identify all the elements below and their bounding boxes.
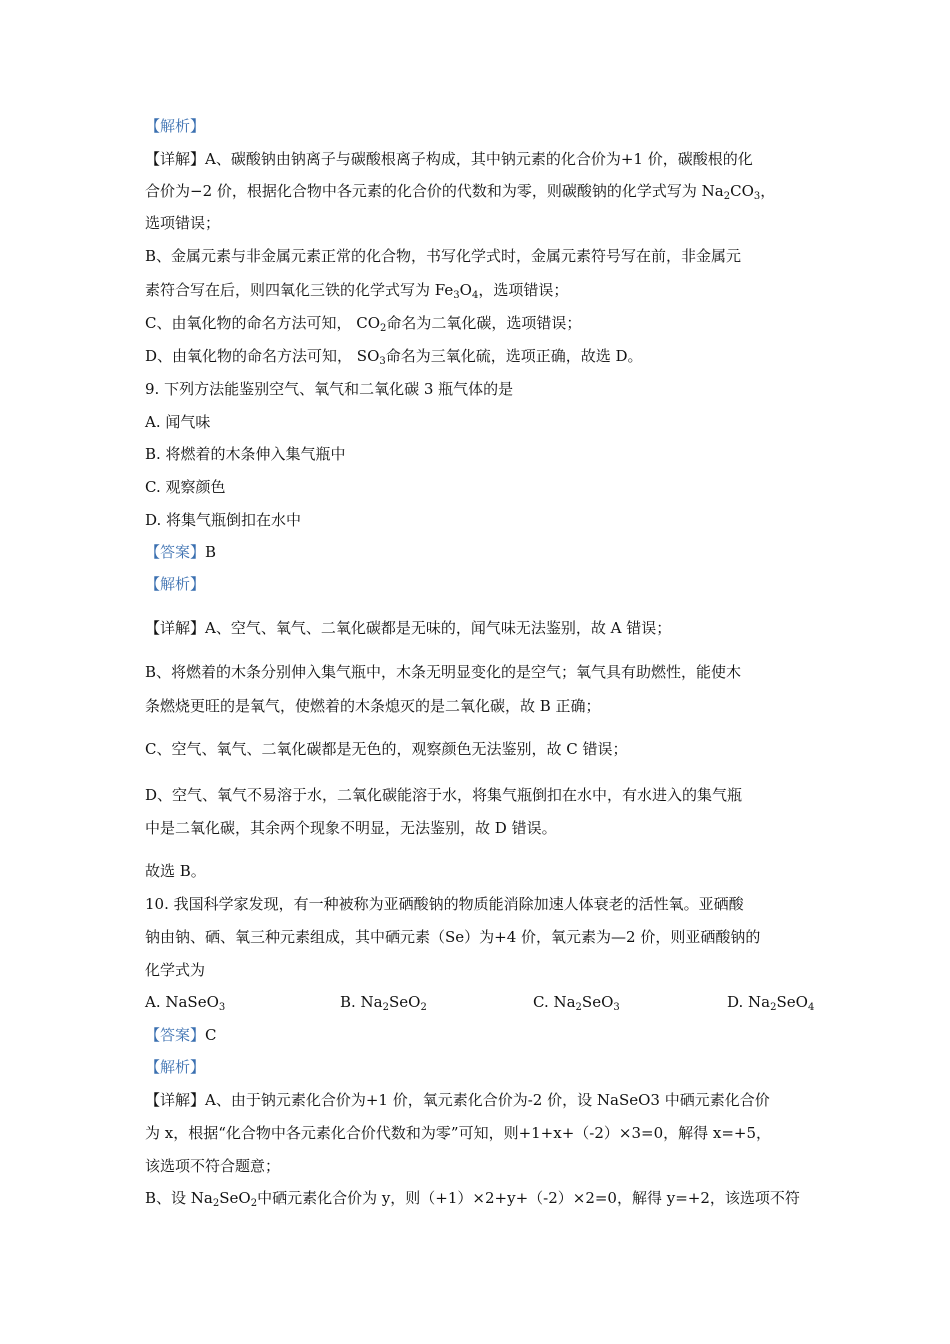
q10-option-a: A. NaSeO$_3$ xyxy=(145,993,226,1013)
q9-detail-line-4: C、空气、氧气、二氧化碳都是无色的，观察颜色无法鉴别，故 C 错误； xyxy=(145,740,628,758)
q9-option-a: A. 闻气味 xyxy=(145,413,211,431)
q10-option-c: C. $Na_2SeO_3$ xyxy=(533,993,620,1013)
q9-stem: 9. 下列方法能鉴别空气、氧气和二氧化碳 3 瓶气体的是 xyxy=(145,380,514,398)
q8-detail-line-5: 素符合写在后，则四氧化三铁的化学式写为 $Fe_3O_4$，选项错误； xyxy=(145,281,569,301)
q9-detail-line-3: 条燃烧更旺的是氧气，使燃着的木条熄灭的是二氧化碳，故 B 正确； xyxy=(145,697,601,715)
q9-detail-line-5: D、空气、氧气不易溶于水，二氧化碳能溶于水，将集气瓶倒扣在水中，有水进入的集气瓶 xyxy=(145,786,743,804)
q10-option-d: D. $Na_2SeO_4$ xyxy=(727,993,815,1013)
analysis-label: 【解析】 xyxy=(145,117,206,135)
q9-detail-line-6: 中是二氧化碳，其余两个现象不明显，无法鉴别，故 D 错误。 xyxy=(145,819,557,837)
q9-option-b: B. 将燃着的木条伸入集气瓶中 xyxy=(145,445,346,463)
q9-option-d: D. 将集气瓶倒扣在水中 xyxy=(145,511,302,529)
q10-analysis-label: 【解析】 xyxy=(145,1058,206,1076)
q8-detail-line-2: 合价为−2 价，根据化合物中各元素的化合价的代数和为零，则碳酸钠的化学式写为 $Na_2CO_3$， xyxy=(145,182,776,202)
q8-detail-line-3: 选项错误； xyxy=(145,214,221,232)
q9-analysis-label: 【解析】 xyxy=(145,575,206,593)
q8-detail-line-1: 【详解】A、碳酸钠由钠离子与碳酸根离子构成，其中钠元素的化合价为+1 价，碳酸根的化 xyxy=(145,150,753,168)
q10-detail-line-2: 为 x，根据“化合物中各元素化合价代数和为零”可知，则+1+x+（-2）×3=0，解得 x=+5， xyxy=(145,1124,772,1142)
answer-label: 【答案】 xyxy=(145,543,206,561)
q10-stem-line-3: 化学式为 xyxy=(145,961,206,979)
q8-detail-line-7: D、由氧化物的命名方法可知， $SO_3$命名为三氧化硫，选项正确，故选 D。 xyxy=(145,347,643,367)
q9-answer: 【答案】B xyxy=(145,543,217,561)
q10-answer: 【答案】C xyxy=(145,1026,217,1044)
q10-stem-line-1: 10. 我国科学家发现，有一种被称为亚硒酸钠的物质能消除加速人体衰老的活性氧。亚硒酸 xyxy=(145,895,744,913)
q10-option-b: B. $Na_2SeO_2$ xyxy=(340,993,427,1013)
q8-detail-line-4: B、金属元素与非金属元素正常的化合物，书写化学式时，金属元素符号写在前，非金属元 xyxy=(145,247,742,265)
q10-detail-line-1: 【详解】A、由于钠元素化合价为+1 价，氧元素化合价为-2 价，设 NaSeO3 中硒元素化合价 xyxy=(145,1091,770,1109)
q10-stem-line-2: 钠由钠、硒、氧三种元素组成，其中硒元素（Se）为+4 价，氧元素为—2 价，则亚硒酸钠的 xyxy=(145,928,761,946)
q9-conclusion: 故选 B。 xyxy=(145,862,206,880)
q9-detail-line-1: 【详解】A、空气、氧气、二氧化碳都是无味的，闻气味无法鉴别，故 A 错误； xyxy=(145,619,672,637)
detail-label: 【详解】 xyxy=(145,150,206,168)
q10-detail-line-4: B、设 $Na_2SeO_2$中硒元素化合价为 y，则（+1）×2+y+（-2）×2=0，解得 y=+2，该选项不符 xyxy=(145,1189,800,1209)
q9-option-c: C. 观察颜色 xyxy=(145,478,226,496)
q9-detail-line-2: B、将燃着的木条分别伸入集气瓶中，木条无明显变化的是空气；氧气具有助燃性，能使木 xyxy=(145,663,742,681)
q8-detail-line-6: C、由氧化物的命名方法可知， $CO_2$命名为二氧化碳，选项错误； xyxy=(145,314,582,334)
q10-detail-line-3: 该选项不符合题意； xyxy=(145,1157,281,1175)
